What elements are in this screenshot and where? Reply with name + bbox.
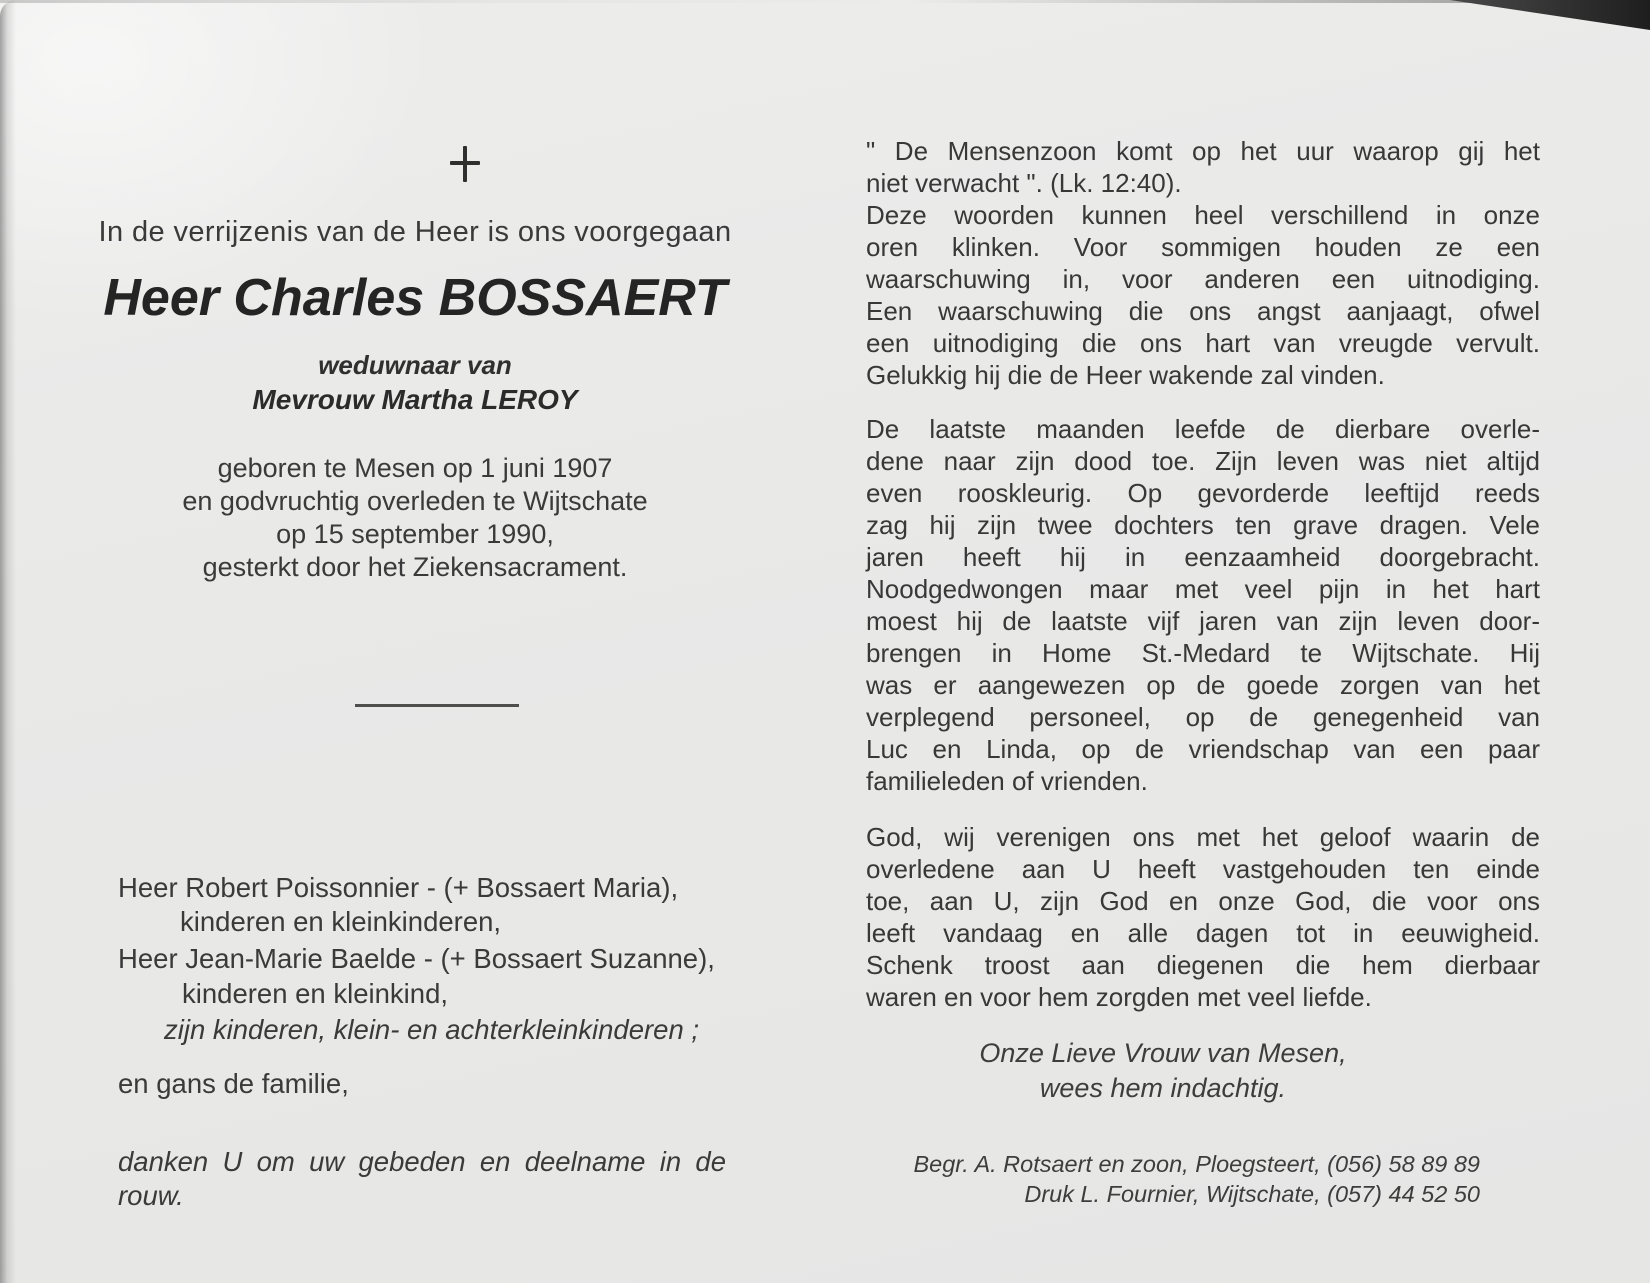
life-story-paragraph — [866, 413, 1540, 797]
thanks-line: rouw. — [118, 1180, 184, 1211]
body-line: waarschuwing in, voor anderen een uitnodiging. — [866, 264, 1540, 294]
left-page — [30, 0, 800, 1283]
printer-credit-line: Druk L. Fournier, Wijtschate, (057) 44 52 50 — [1024, 1180, 1480, 1207]
body-line: familieleden of vrienden. — [866, 766, 1148, 796]
survivor-line: kinderen en kleinkinderen, — [180, 906, 502, 937]
body-line: niet verwacht ". (Lk. 12:40). — [866, 168, 1182, 198]
relation-label: weduwnaar van — [318, 350, 512, 380]
survivor-line: Heer Robert Poissonnier - (+ Bossaert Maria), — [118, 872, 679, 903]
undertaker-credit-line: Begr. A. Rotsaert en zoon, Ploegsteert, (056) 58 89 89 — [913, 1151, 1480, 1177]
intro-line: In de verrijzenis van de Heer is ons voorgegaan — [98, 216, 732, 248]
death-place-line: en godvruchtig overleden te Wijtschate — [182, 486, 648, 516]
right-page — [866, 0, 1540, 1283]
body-line: oren klinken. Voor sommigen houden ze een — [866, 232, 1540, 262]
survivor-line: zijn kinderen, klein- en achterkleinkinderen ; — [164, 1014, 700, 1045]
invocation-block — [866, 1036, 1540, 1106]
invocation-line: wees hem indachtig. — [1039, 1073, 1287, 1103]
cross-horizontal-bar — [450, 161, 480, 165]
invocation-line: Onze Lieve Vrouw van Mesen, — [979, 1038, 1347, 1068]
birth-line: geboren te Mesen op 1 juni 1907 — [217, 453, 613, 483]
body-line: waren en voor hem zorgden met veel liefde. — [866, 982, 1372, 1012]
survivor-line: Heer Jean-Marie Baelde - (+ Bossaert Suzanne), — [118, 943, 715, 974]
prayer-paragraph — [866, 821, 1540, 1013]
survivor-line: en gans de familie, — [118, 1068, 349, 1099]
spouse-name: Mevrouw Martha LEROY — [252, 384, 578, 415]
scripture-paragraph — [866, 135, 1540, 391]
body-line: Schenk troost aan diegenen die hem dierbaar — [866, 950, 1540, 980]
body-line: De laatste maanden leefde de dierbare overle- — [866, 414, 1540, 444]
body-line: was er aangewezen op de goede zorgen van het — [866, 670, 1540, 700]
body-line: God, wij verenigen ons met het geloof waarin de — [866, 822, 1540, 852]
section-divider — [355, 704, 519, 707]
body-line: Een waarschuwing die ons angst aanjaagt, ofwel — [866, 296, 1540, 326]
undertaker-printer-credits — [866, 1150, 1540, 1209]
birth-death-block — [30, 452, 800, 584]
body-line: Gelukkig hij die de Heer wakende zal vinden. — [866, 360, 1385, 390]
body-line: overledene aan U heeft vastgehouden ten einde — [866, 854, 1540, 884]
body-line: jaren heeft hij in eenzaamheid doorgebracht. — [866, 542, 1540, 572]
survivor-line: kinderen en kleinkind, — [182, 978, 449, 1009]
sacrament-line: gesterkt door het Ziekensacrament. — [202, 552, 628, 582]
deceased-name: Heer Charles BOSSAERT — [103, 269, 727, 327]
body-line: zag hij zijn twee dochters ten grave dragen. Vele — [866, 510, 1540, 540]
scan-left-edge-shadow — [0, 0, 16, 1283]
memorial-cross-icon — [450, 146, 480, 182]
body-line: toe, aan U, zijn God en onze God, die voor ons — [866, 886, 1540, 916]
body-line: een uitnodiging die ons hart van vreugde vervult. — [866, 328, 1540, 358]
thanks-line: danken U om uw gebeden en deelname in de — [118, 1146, 726, 1177]
body-line: dene naar zijn dood toe. Zijn leven was niet altijd — [866, 446, 1540, 476]
body-line: leeft vandaag en alle dagen tot in eeuwigheid. — [866, 918, 1540, 948]
body-line: Noodgedwongen maar met veel pijn in het hart — [866, 574, 1540, 604]
death-date-line: op 15 september 1990, — [276, 519, 554, 549]
body-line: even rooskleurig. Op gevorderde leeftijd reeds — [866, 478, 1540, 508]
body-line: Luc en Linda, op de vriendschap van een paar — [866, 734, 1540, 764]
body-line: " De Mensenzoon komt op het uur waarop gij het — [866, 136, 1540, 166]
body-line: verplegend personeel, op de genegenheid van — [866, 702, 1540, 732]
body-line: brengen in Home St.-Medard te Wijtschate. Hij — [866, 638, 1540, 668]
body-line: moest hij de laatste vijf jaren van zijn leven door- — [866, 606, 1540, 636]
body-line: Deze woorden kunnen heel verschillend in onze — [866, 200, 1540, 230]
